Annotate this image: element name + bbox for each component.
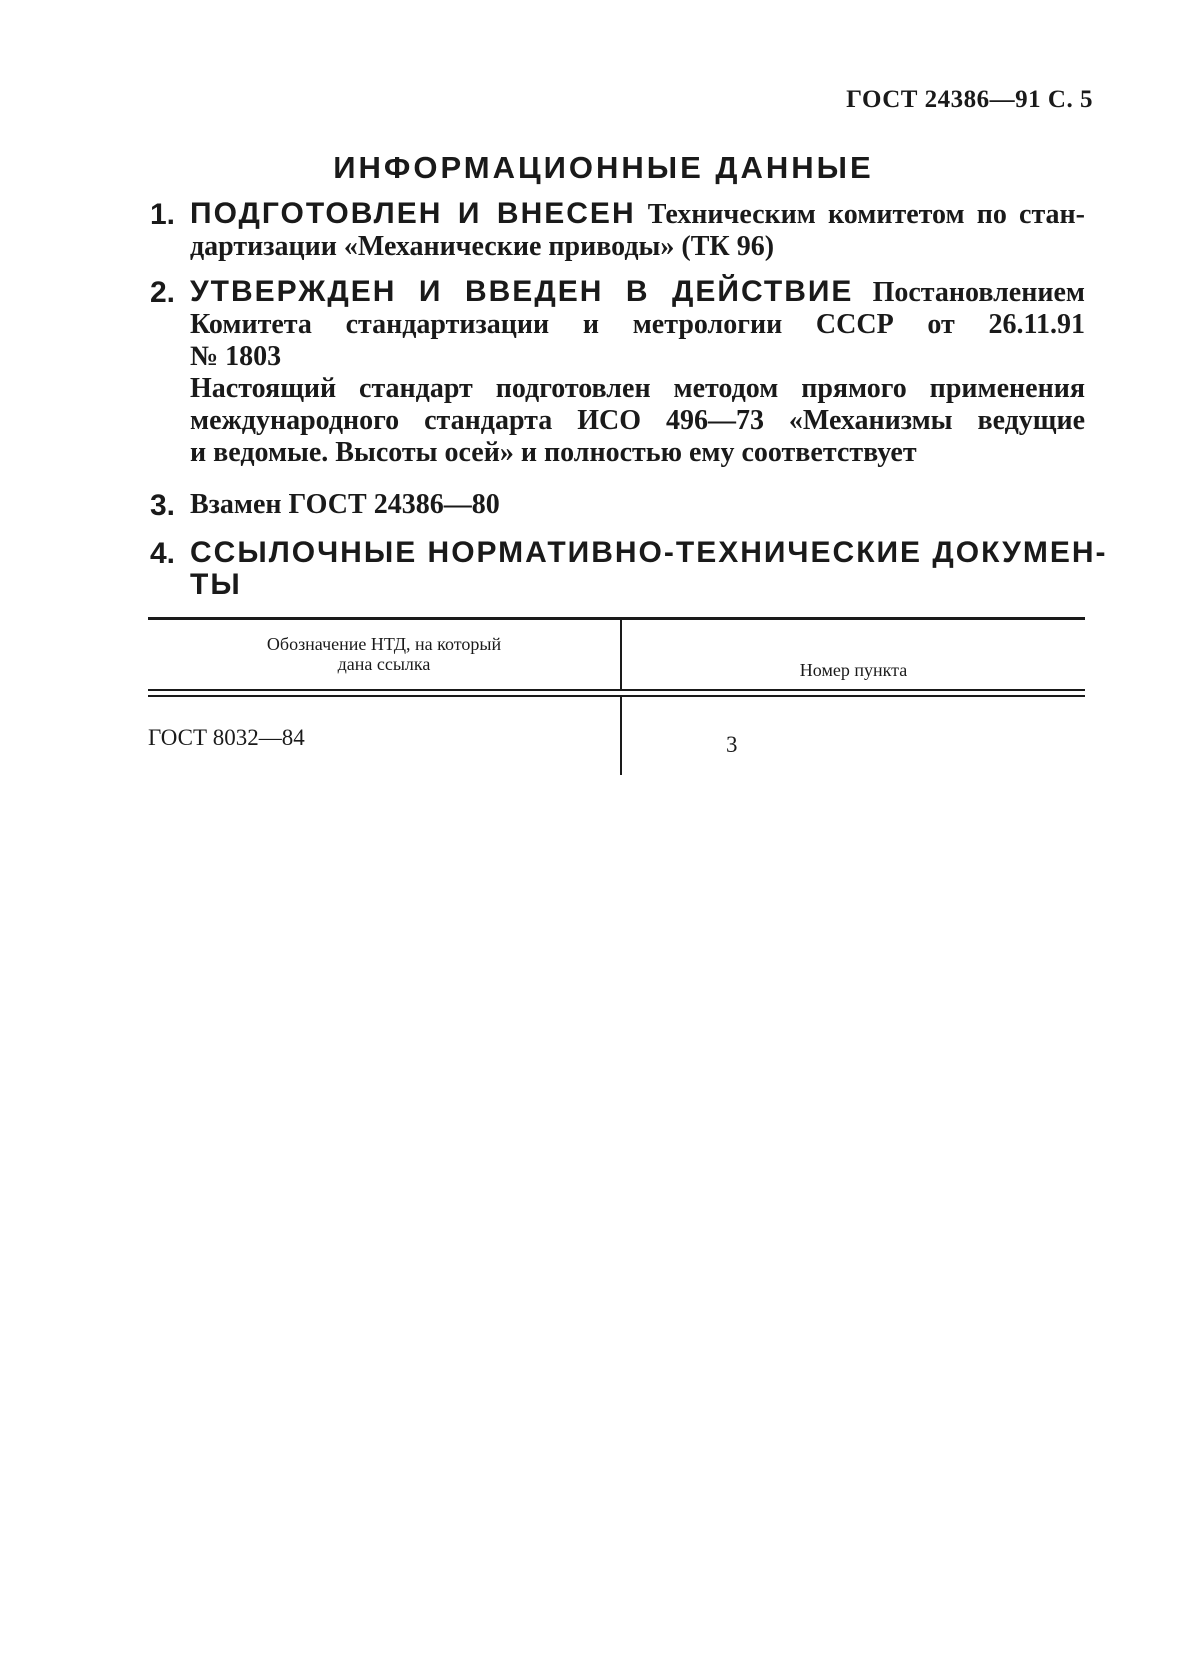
running-head: ГОСТ 24386—91 С. 5: [846, 86, 1093, 113]
item-number: 1.: [150, 198, 176, 231]
item-line: дартизации «Механические приводы» (ТК 96): [190, 231, 775, 262]
item-line: [190, 198, 1085, 231]
item-note-line: и ведомые. Высоты осей» и полностью ему соответствует: [190, 437, 917, 468]
item-body: [190, 489, 1085, 521]
table-header-designation: [148, 634, 620, 674]
reference-table: [148, 615, 1085, 775]
item-number: 3.: [150, 489, 176, 522]
item-note-line: международного стандарта ИСО 496—73 «Механизмы ведущие: [190, 405, 1085, 436]
item-body: [190, 276, 1085, 469]
item-line: [190, 276, 1085, 309]
item-number: 4.: [150, 537, 176, 570]
item-1: [150, 198, 1085, 268]
item-body: [190, 198, 1085, 263]
item-line: Взамен ГОСТ 24386—80: [190, 489, 500, 520]
item-3: [150, 489, 1085, 525]
header-line: дана ссылка: [337, 654, 431, 674]
page-title: ИНФОРМАЦИОННЫЕ ДАННЫЕ: [333, 150, 874, 185]
item-line: № 1803: [190, 341, 282, 372]
item-heading: УТВЕРЖДЕН И ВВЕДЕН В ДЕЙСТВИЕ: [190, 275, 854, 308]
header-line: Обозначение НТД, на который: [266, 634, 502, 654]
item-number: 2.: [150, 276, 176, 309]
item-4: [150, 536, 1108, 607]
item-heading: ССЫЛОЧНЫЕ НОРМАТИВНО-ТЕХНИЧЕСКИЕ ДОКУМЕН-: [190, 536, 1108, 569]
item-text: Постановлением: [872, 277, 1085, 308]
item-heading: ПОДГОТОВЛЕН И ВНЕСЕН: [190, 197, 636, 230]
item-text: Техническим комитетом по стан-: [647, 199, 1086, 230]
item-body: [190, 536, 1108, 601]
table-header-clause: Номер пункта: [799, 660, 908, 680]
table-cell-clause: 3: [726, 732, 738, 757]
table-column-divider: [620, 697, 622, 775]
table-header-rule: [148, 695, 1085, 697]
table-top-rule: [148, 617, 1085, 620]
item-2: [150, 276, 1085, 466]
item-note-line: Настоящий стандарт подготовлен методом прямого применения: [190, 373, 1085, 404]
item-line: Комитета стандартизации и метрологии СССР от 26.11.91: [190, 309, 1085, 340]
table-header-rule: [148, 689, 1085, 691]
table-cell-designation: ГОСТ 8032—84: [148, 725, 305, 750]
item-heading: ТЫ: [190, 568, 242, 601]
